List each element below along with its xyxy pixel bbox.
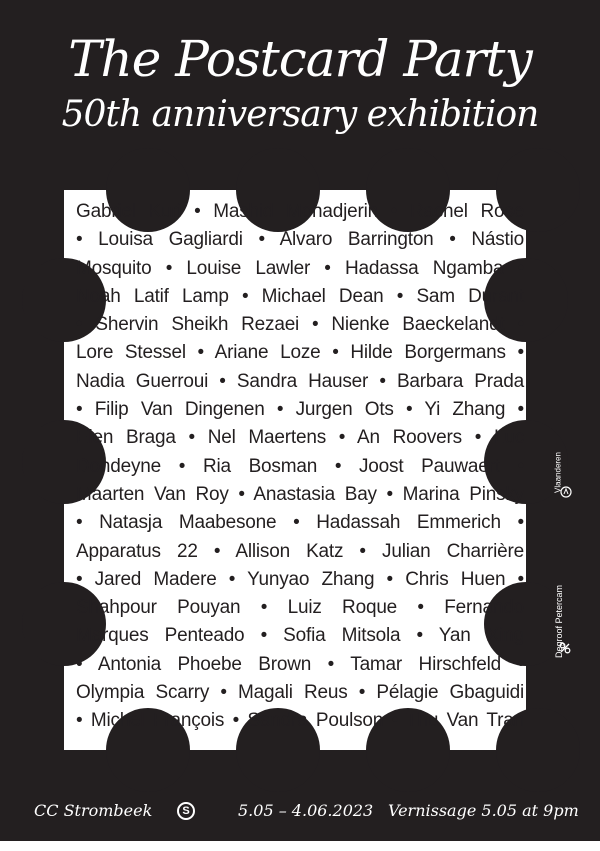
- print-margin: [0, 841, 600, 851]
- percent-icon: [559, 642, 571, 654]
- artist-names-line: Shahpour Pouyan • Luiz Roque • Fernando: [76, 597, 524, 619]
- artist-names-line: • Shervin Sheikh Rezaei • Nienke Baeckelandt •: [76, 314, 524, 336]
- artist-names-line: Lore Stessel • Ariane Loze • Hilde Borgermans •: [76, 342, 524, 364]
- artist-names-line: Marques Penteado • Sofia Mitsola • Yan Xing: [76, 625, 524, 647]
- poster-title: The Postcard Party: [68, 30, 532, 88]
- artist-names-line: • Antonia Phoebe Brown • Tamar Hirschfeld •: [76, 653, 524, 675]
- poster-subtitle: 50th anniversary exhibition: [61, 94, 539, 135]
- artist-names-line: • Natasja Maabesone • Hadassah Emmerich •: [76, 512, 524, 534]
- artist-names-line: Dondeyne • Ria Bosman • Joost Pauwaert •: [76, 455, 524, 477]
- artist-names-line: • Louisa Gagliardi • Alvaro Barrington • Nástio: [76, 229, 524, 251]
- artist-names-line: Apparatus 22 • Allison Katz • Julian Charrière: [76, 540, 524, 562]
- strombeek-logo: S: [177, 802, 195, 820]
- artist-names-line: Noah Latif Lamp • Michael Dean • Sam Durant: [76, 285, 524, 307]
- sponsor-degroof-logo: Degroof Petercam: [554, 584, 564, 658]
- artist-names-line: Mosquito • Louise Lawler • Hadassa Ngamba •: [76, 257, 524, 279]
- vernissage-info: Vernissage 5.05 at 9pm: [388, 801, 579, 820]
- artist-names-line: • Michel François • Sandra Poulson • Thu Van Tran: [76, 710, 524, 732]
- artist-names-line: Maarten Van Roy • Anastasia Bay • Marina Pinsky: [76, 483, 524, 505]
- artist-names-line: Olympia Scarry • Magali Reus • Pélagie Gbaguidi: [76, 682, 524, 704]
- venue: CC Strombeek: [34, 801, 153, 820]
- sponsor-vlaanderen-logo: Vlaanderen: [553, 452, 563, 493]
- artist-names-line: • Filip Van Dingenen • Jurgen Ots • Yi Zhang •: [76, 399, 524, 421]
- artist-names-line: Elen Braga • Nel Maertens • An Roovers • Luc: [76, 427, 524, 449]
- artist-names: [76, 198, 524, 736]
- artist-names-line: Nadia Guerroui • Sandra Hauser • Barbara Prada: [76, 370, 524, 392]
- exhibition-dates: 5.05 – 4.06.2023: [238, 801, 374, 820]
- artist-names-line: • Jared Madere • Yunyao Zhang • Chris Huen •: [76, 568, 524, 590]
- artist-names-line: Gabriel Kuri • Mashid Mohadjerin • Rachel Rose: [76, 201, 524, 222]
- lion-icon: [560, 486, 572, 498]
